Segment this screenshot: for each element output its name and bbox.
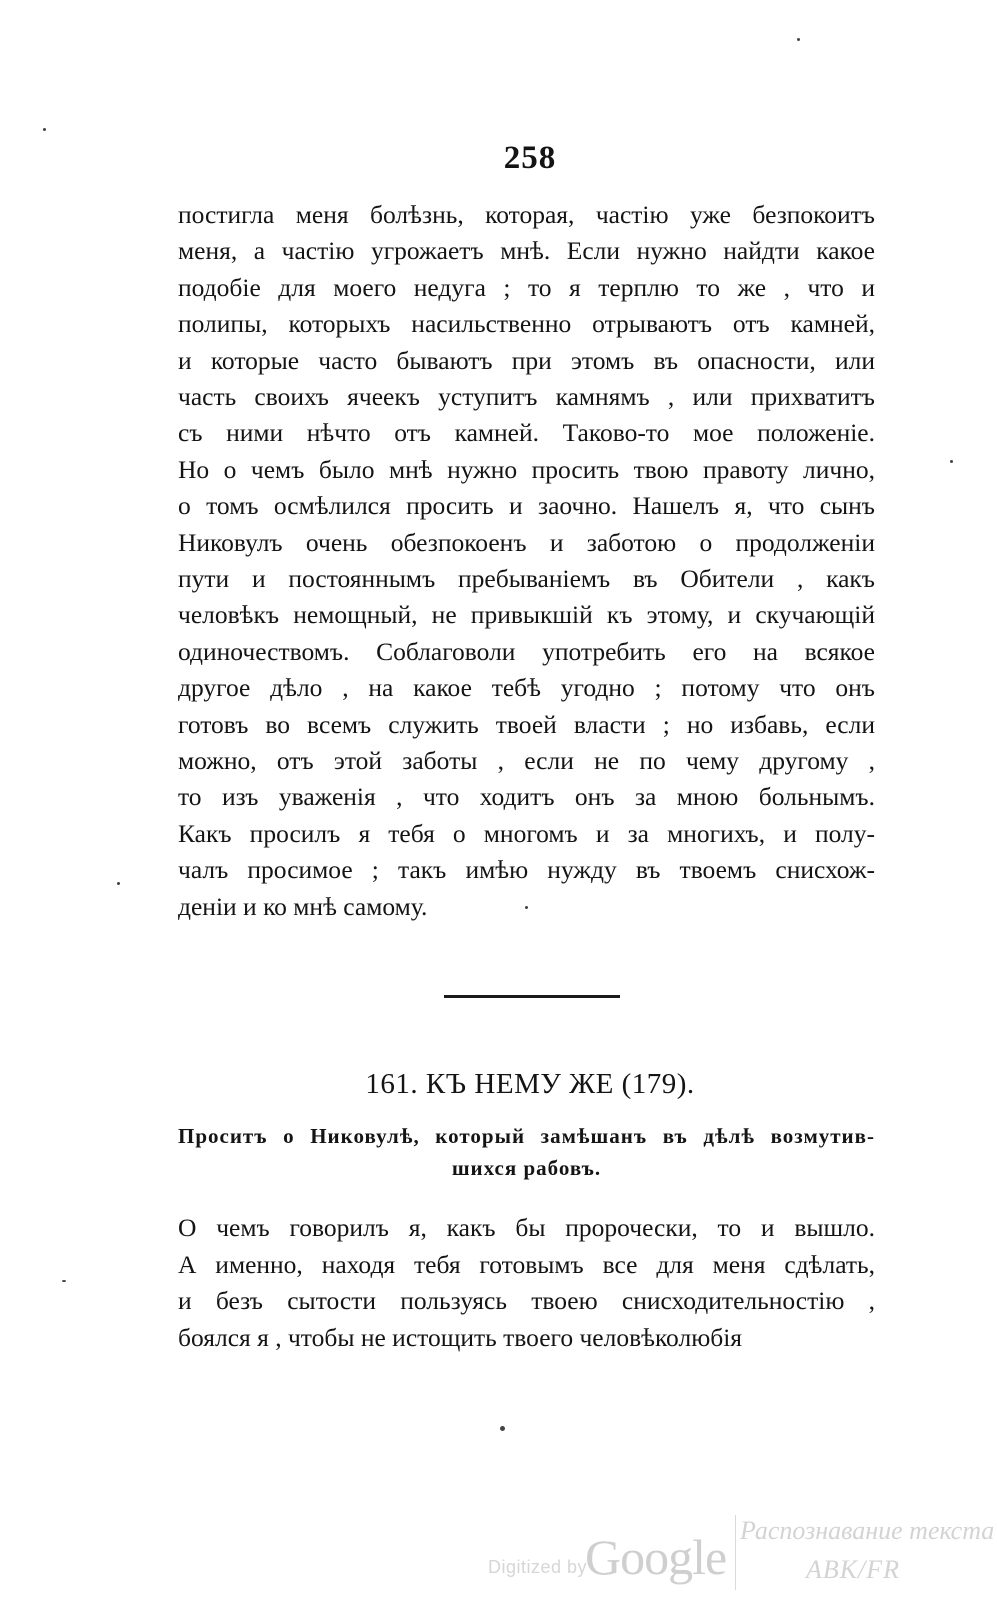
paper-speck bbox=[43, 128, 46, 131]
text-line: меня, а частію угрожаетъ мнѣ. Если нужно найдти какое bbox=[178, 236, 875, 266]
text-line: человѣкъ немощный, не привыкшій къ этому, и скучающій bbox=[178, 600, 875, 630]
text-line: Но о чемъ было мнѣ нужно просить твою правоту лично, bbox=[178, 454, 875, 484]
text-line: Никовулъ очень обезпокоенъ и заботою о продолженіи bbox=[178, 527, 875, 557]
paper-speck bbox=[525, 906, 528, 909]
credit-watermark: АВК/FR bbox=[806, 1555, 901, 1584]
text-line: готовъ во всемъ служить твоей власти ; но избавь, если bbox=[178, 709, 875, 739]
text-line: и которые часто бываютъ при этомъ въ опасности, или bbox=[178, 345, 875, 375]
text-line: можно, отъ этой заботы , если не по чему другому , bbox=[178, 746, 875, 775]
summary-line: Проситъ о Никовулѣ, который замѣшанъ въ дѣлѣ возмутив- bbox=[178, 1124, 875, 1148]
text-line: часть своихъ ячеекъ уступитъ камнямъ , или прихватитъ bbox=[178, 382, 875, 411]
watermark-separator bbox=[735, 1515, 736, 1590]
summary-line: шихся рабовъ. bbox=[451, 1156, 602, 1180]
text-line: чалъ просимое ; такъ имѣю нужду въ твоемъ снисхож- bbox=[178, 855, 875, 885]
text-line: о томъ осмѣлился просить и заочно. Нашелъ я, что сынъ bbox=[178, 491, 875, 521]
text-line: другое дѣло , на какое тебѣ угодно ; потому что онъ bbox=[178, 673, 875, 703]
text-line: и безъ сытости пользуясь твоею снисходительностію , bbox=[178, 1286, 875, 1315]
text-line: боялся я , чтобы не истощить твоего человѣколюбія bbox=[178, 1322, 743, 1352]
text-line: одиночествомъ. Соблаговоли употребить его на всякое bbox=[178, 636, 875, 666]
paper-speck bbox=[117, 882, 120, 885]
recognition-watermark: Распознавание текста bbox=[740, 1516, 995, 1545]
page-number: 258 bbox=[503, 140, 557, 176]
text-line: подобіе для моего недуга ; то я терплю то же , что и bbox=[178, 272, 875, 302]
text-line: постигла меня болѣзнь, которая, частію уже безпокоитъ bbox=[178, 200, 875, 229]
text-line: то изъ уваженія , что ходитъ онъ за мною больнымъ. bbox=[178, 782, 875, 812]
text-line: полипы, которыхъ насильственно отрываютъ отъ камней, bbox=[178, 309, 875, 339]
digitized-by-label: Digitized by bbox=[488, 1557, 588, 1577]
paper-speck bbox=[797, 38, 800, 41]
text-line: съ ними нѣчто отъ камней. Таково-то мое положеніе. bbox=[178, 418, 875, 448]
google-logo: Google bbox=[585, 1529, 727, 1585]
paper-speck bbox=[950, 460, 953, 463]
text-line: А именно, находя тебя готовымъ все для меня сдѣлать, bbox=[178, 1249, 875, 1279]
letter-title: 161. КЪ НЕМУ ЖЕ (179). bbox=[365, 1068, 695, 1100]
section-divider bbox=[444, 995, 620, 998]
text-line: пути и постояннымъ пребываніемъ въ Обители , какъ bbox=[178, 564, 875, 593]
paper-speck bbox=[62, 1280, 66, 1282]
text-line: О чемъ говорилъ я, какъ бы пророчески, то и вышло. bbox=[178, 1213, 875, 1242]
text-line: Какъ просилъ я тебя о многомъ и за многихъ, и полу- bbox=[178, 818, 875, 848]
text-line: деніи и ко мнѣ самому. bbox=[178, 891, 428, 921]
paper-speck bbox=[500, 1426, 505, 1431]
